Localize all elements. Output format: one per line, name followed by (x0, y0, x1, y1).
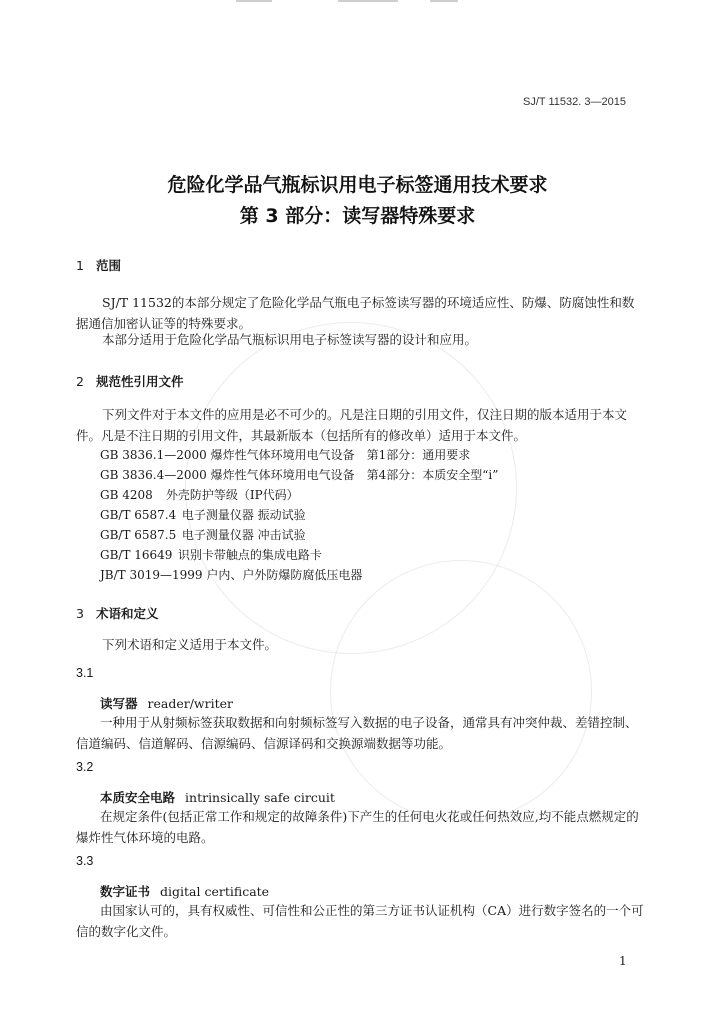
reference-title: 电子测量仪器 振动试验 (181, 508, 306, 522)
reference-title: 电子测量仪器 冲击试验 (181, 528, 306, 542)
term-entry (100, 788, 335, 806)
term-chinese: 读写器 (100, 696, 138, 711)
section-number: 1 (76, 258, 84, 273)
paragraph: 下列术语和定义适用于本文件。 (102, 637, 278, 652)
reference-title: 户内、户外防爆防腐低压电器 (206, 568, 363, 582)
section-title: 规范性引用文件 (96, 374, 184, 389)
reference-item (100, 466, 498, 483)
reference-item (100, 446, 470, 463)
term-number: 3.2 (76, 760, 94, 774)
reference-item (100, 506, 306, 523)
reference-code: GB 4208 (100, 488, 153, 502)
reference-code: GB/T 6587.5 (100, 528, 177, 542)
term-number: 3.3 (76, 854, 94, 868)
scan-mark (338, 0, 398, 2)
term-english: intrinsically safe circuit (185, 790, 335, 805)
reference-item (100, 526, 306, 543)
reference-code: GB/T 16649 (100, 548, 173, 562)
paragraph: SJ/T 11532的本部分规定了危险化学品气瓶电子标签读写器的环境适应性、防爆、防腐蚀性和数据通信加密认证等的特殊要求。 (76, 295, 635, 331)
reference-title: 外壳防护等级（IP代码） (165, 488, 299, 502)
page-number: 1 (619, 954, 627, 968)
term-english: reader/writer (147, 696, 233, 711)
section-title: 范围 (96, 258, 122, 273)
term-chinese: 本质安全电路 (100, 790, 176, 805)
reference-item (100, 566, 362, 583)
reference-title: 爆炸性气体环境用电气设备 第1部分：通用要求 (210, 448, 471, 462)
section-title: 术语和定义 (96, 606, 159, 621)
reference-code: GB/T 6587.4 (100, 508, 177, 522)
standard-code: SJ/T 11532. 3—2015 (523, 96, 626, 108)
term-definition: 在规定条件(包括正常工作和规定的故障条件)下产生的任何电火花或任何热效应,均不能点燃规定的爆炸性气体环境的电路。 (76, 809, 639, 845)
section-heading (76, 372, 184, 390)
paragraph: 下列文件对于本文件的应用是必不可少的。凡是注日期的引用文件，仅注日期的版本适用于本文件。凡是不注日期的引用文件，其最新版本（包括所有的修改单）适用于本文件。 (76, 407, 628, 443)
term-definition: 由国家认可的，具有权威性、可信性和公正性的第三方证书认证机构（CA）进行数字签名的一个可信的数字化文件。 (76, 903, 644, 939)
section-heading (76, 604, 159, 622)
reference-code: GB 3836.1—2000 (100, 448, 207, 462)
reference-code: JB/T 3019—1999 (100, 568, 203, 582)
watermark-stamp (330, 560, 592, 822)
term-number: 3.1 (76, 666, 94, 680)
term-definition: 一种用于从射频标签获取数据和向射频标签写入数据的电子设备，通常具有冲突仲裁、差错控制、信道编码、信道解码、信源编码、信源译码和交换源端数据等功能。 (76, 715, 638, 751)
term-english: digital certificate (160, 884, 270, 899)
term-entry (100, 694, 233, 712)
reference-item (100, 546, 322, 563)
section-heading (76, 256, 121, 274)
term-entry (100, 882, 269, 900)
reference-item (100, 486, 299, 503)
reference-title: 爆炸性气体环境用电气设备 第4部分：本质安全型“i” (210, 468, 499, 482)
section-number: 3 (76, 606, 84, 621)
paragraph: 本部分适用于危险化学品气瓶标识用电子标签读写器的设计和应用。 (102, 332, 478, 347)
reference-code: GB 3836.4—2000 (100, 468, 207, 482)
term-chinese: 数字证书 (100, 884, 151, 899)
section-number: 2 (76, 374, 84, 389)
scan-mark (236, 0, 272, 2)
document-title: 危险化学品气瓶标识用电子标签通用技术要求 (167, 174, 548, 196)
reference-title: 识别卡带触点的集成电路卡 (177, 548, 322, 562)
scan-mark (430, 0, 458, 2)
document-subtitle: 第 3 部分：读写器特殊要求 (239, 205, 476, 227)
